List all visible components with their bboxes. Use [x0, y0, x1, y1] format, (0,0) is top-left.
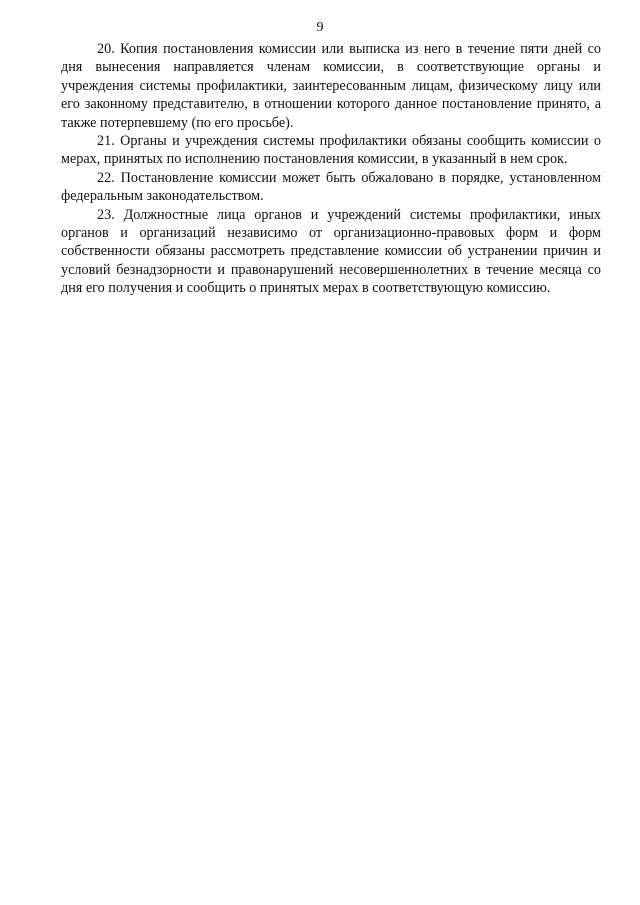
- document-body: [61, 40, 601, 298]
- page-number: 9: [316, 20, 324, 35]
- paragraph-20: 20. Копия постановления комиссии или выписка из него в течение пяти дней со дня вынесения направляется членам комиссии, в соответствующие органы и учреждения системы профилактики, заинтересованным лицам, физическому лицу или его законному представителю, в отношении которого данное постановление принято, а также потерпевшему (по его просьбе).: [61, 41, 601, 131]
- paragraph-22: 22. Постановление комиссии может быть обжаловано в порядке, установленном федеральным законодательством.: [61, 169, 601, 205]
- paragraph-23: 23. Должностные лица органов и учреждений системы профилактики, иных органов и организаций независимо от организационно-правовых форм и форм собственности обязаны рассмотреть представление комиссии об устранении причин и условий безнадзорности и правонарушений несовершеннолетних в течение месяца со дня его получения и сообщить о принятых мерах в соответствующую комиссию.: [61, 206, 601, 297]
- paragraph-21: 21. Органы и учреждения системы профилактики обязаны сообщить комиссии о мерах, принятых по исполнению постановления комиссии, в указанный в нем срок.: [61, 133, 601, 168]
